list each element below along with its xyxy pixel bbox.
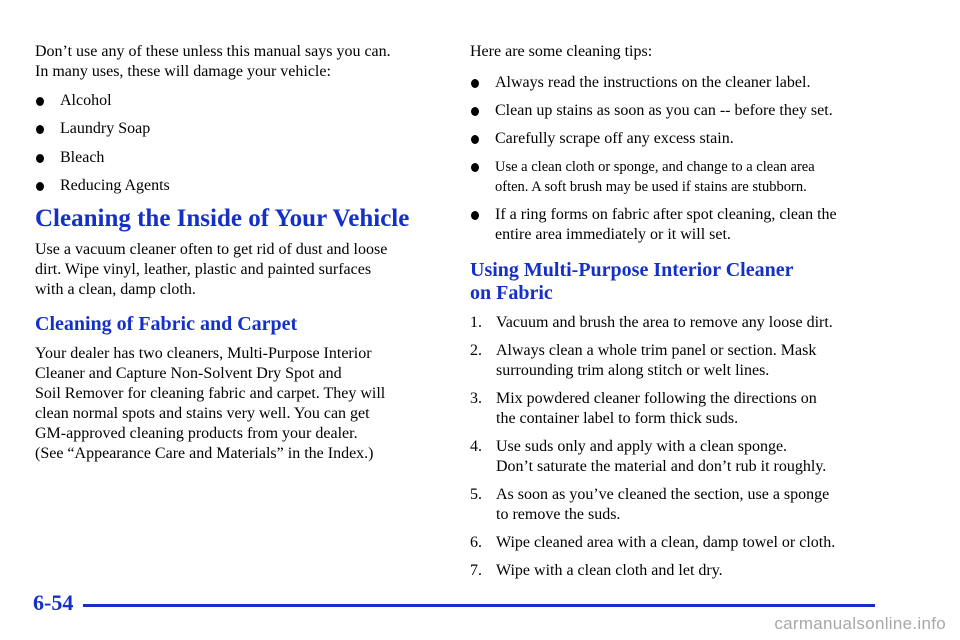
dealer-para-line-4: clean normal spots and stains very well. You can get	[35, 405, 370, 422]
list-item: Reducing Agents	[60, 177, 170, 194]
step-number: 7.	[470, 562, 482, 579]
vacuum-para-line-1: Use a vacuum cleaner often to get rid of dust and loose	[35, 241, 388, 258]
dealer-para-line-3: Soil Remover for cleaning fabric and carpet. They will	[35, 385, 386, 402]
subheading-multipurpose-line-2: on Fabric	[470, 282, 553, 304]
step-text: Mix powdered cleaner following the directions on	[496, 390, 817, 407]
vacuum-para-line-3: with a clean, damp cloth.	[35, 281, 196, 298]
step-text: Vacuum and brush the area to remove any loose dirt.	[496, 314, 833, 331]
dealer-para-line-6: (See “Appearance Care and Materials” in the Index.)	[35, 445, 374, 462]
dealer-para-line-1: Your dealer has two cleaners, Multi‑Purpose Interior	[35, 345, 372, 362]
footer-rule	[83, 604, 875, 607]
tips-intro: Here are some cleaning tips:	[470, 43, 653, 60]
step-number: 5.	[470, 486, 482, 503]
step-text: As soon as you’ve cleaned the section, use a sponge	[496, 486, 830, 503]
list-item: Alcohol	[60, 92, 112, 109]
section-heading: Cleaning the Inside of Your Vehicle	[35, 205, 410, 232]
watermark: carmanualsonline.info	[774, 614, 946, 633]
list-item: Use a clean cloth or sponge, and change to a clean area	[495, 159, 815, 175]
step-number: 4.	[470, 438, 482, 455]
step-number: 6.	[470, 534, 482, 551]
step-text: Always clean a whole trim panel or section. Mask	[496, 342, 817, 359]
list-item-cont: often. A soft brush may be used if stains are stubborn.	[495, 179, 807, 195]
list-item: Always read the instructions on the cleaner label.	[495, 74, 811, 91]
step-text-cont: the container label to form thick suds.	[496, 410, 739, 427]
list-item: If a ring forms on fabric after spot cleaning, clean the	[495, 206, 837, 223]
subheading-fabric-carpet: Cleaning of Fabric and Carpet	[35, 313, 298, 335]
dealer-para-line-2: Cleaner and Capture Non‑Solvent Dry Spot and	[35, 365, 342, 382]
list-item: Carefully scrape off any excess stain.	[495, 130, 734, 147]
step-text-cont: to remove the suds.	[496, 506, 621, 523]
subheading-multipurpose-line-1: Using Multi-Purpose Interior Cleaner	[470, 259, 794, 281]
list-item-cont: entire area immediately or it will set.	[495, 226, 731, 243]
vacuum-para-line-2: dirt. Wipe vinyl, leather, plastic and painted surfaces	[35, 261, 372, 278]
step-text-cont: Don’t saturate the material and don’t rub it roughly.	[496, 458, 827, 475]
step-number: 1.	[470, 314, 482, 331]
list-item: Bleach	[60, 149, 105, 166]
step-text: Use suds only and apply with a clean sponge.	[496, 438, 788, 455]
page-number: 6-54	[33, 590, 74, 615]
list-item: Clean up stains as soon as you can -- before they set.	[495, 102, 833, 119]
step-text: Wipe cleaned area with a clean, damp towel or cloth.	[496, 534, 836, 551]
step-text-cont: surrounding trim along stitch or welt lines.	[496, 362, 770, 379]
intro-line-2: In many uses, these will damage your vehicle:	[35, 63, 331, 80]
step-text: Wipe with a clean cloth and let dry.	[496, 562, 723, 579]
step-number: 2.	[470, 342, 482, 359]
intro-line-1: Don’t use any of these unless this manual says you can.	[35, 43, 391, 60]
step-number: 3.	[470, 390, 482, 407]
dealer-para-line-5: GM‑approved cleaning products from your dealer.	[35, 425, 358, 442]
list-item: Laundry Soap	[60, 120, 151, 137]
